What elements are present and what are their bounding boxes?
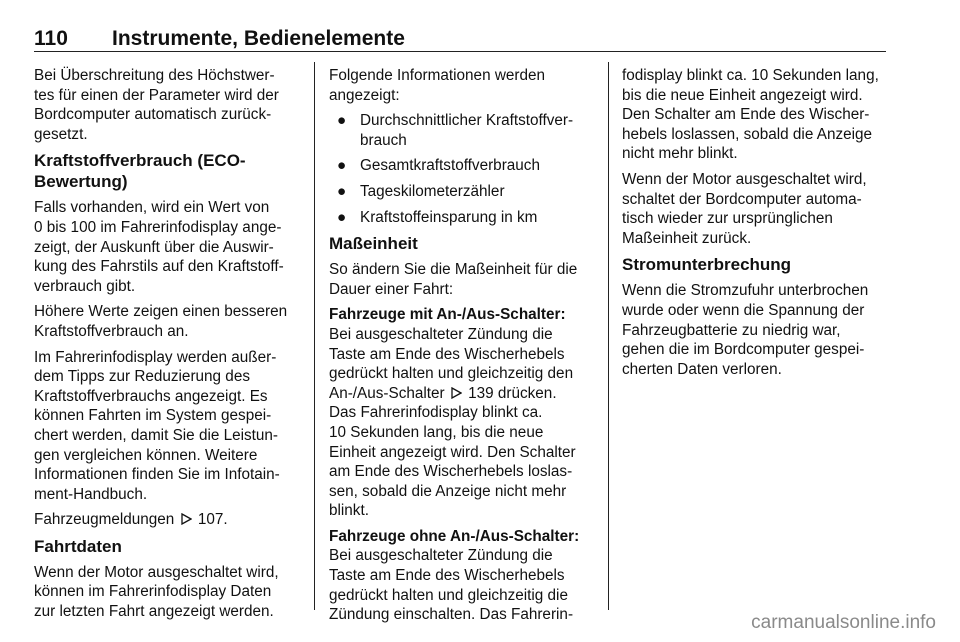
info-bullet-list (329, 111, 591, 227)
vehicle-messages-page-ref: 107. (197, 511, 228, 529)
with-switch-page-ref: 139 drücken. (468, 384, 557, 402)
list-item-text: Kraftstoffeinsparung in km (360, 208, 538, 226)
vehicle-messages-text: Fahrzeugmeldungen (34, 511, 175, 529)
paragraph-reset-note: Bei Überschreitung des Höchstwer- tes für einen der Parameter wird der Bordcomputer automatisch zurück- gesetzt. (34, 67, 279, 143)
list-item (329, 182, 591, 202)
paragraph-without-switch: Bei ausgeschalteter Zündung die Taste am Ende des Wischerhebels gedrückt halten und gleichzeitig die Zündung einschalten. Das Fahrerin- (329, 547, 574, 624)
column-1 (34, 66, 302, 628)
heading-eco-rating: Kraftstoffverbrauch (ECO- Bewertung) (34, 151, 246, 192)
watermark: carmanualsonline.info (751, 612, 936, 633)
column-2 (329, 66, 591, 631)
bullet-icon: ● (337, 112, 347, 130)
paragraph-engine-off: Wenn der Motor ausgeschaltet wird, schaltet der Bordcomputer automa- tisch wieder zur ursprünglichen Maßeinheit zurück. (622, 170, 867, 247)
paragraph-higher-values: Höhere Werte zeigen einen besseren Kraftstoffverbrauch an. (34, 303, 288, 340)
list-item-text: Tageskilometerzähler (360, 182, 505, 200)
bullet-icon: ● (337, 182, 347, 200)
heading-trip-data: Fahrtdaten (34, 536, 122, 556)
paragraph-display-blinks: fodisplay blinkt ca. 10 Sekunden lang, bis die neue Einheit angezeigt wird. Den Schalter am Ende des Wischer- hebels loslassen, sobald die Anzeige nicht mehr blinkt. (622, 67, 879, 163)
paragraph-change-unit: So ändern Sie die Maßeinheit für die Dauer einer Fahrt: (329, 261, 578, 298)
page-number: 110 (34, 27, 68, 50)
subheading-with-switch: Fahrzeuge mit An-/Aus-Schalter: (329, 306, 566, 324)
paragraph-trip-data: Wenn der Motor ausgeschaltet wird, können im Fahrerinfodisplay Daten zur letzten Fahrt angezeigt werden. (34, 563, 279, 621)
header-rule (34, 51, 886, 52)
with-switch-text-b: Das Fahrerinfodisplay blinkt ca. 10 Sekunden lang, bis die neue Einheit angezeigt wird. Den Schalter am Ende des Wischerhebels loslas- sen, sobald die Anzeige nicht mehr blinkt. (329, 404, 576, 520)
list-item (329, 156, 591, 176)
reference-arrow-icon (181, 513, 192, 525)
list-item-text: Gesamtkraftstoffverbrauch (360, 157, 540, 175)
bullet-icon: ● (337, 157, 347, 175)
page-title: Instrumente, Bedienelemente (112, 27, 405, 50)
list-item (329, 208, 591, 228)
with-switch-text-a: Bei ausgeschalteter Zündung die Taste am Ende des Wischerhebels gedrückt halten und gleichzeitig den An-/Aus-Schalter (329, 325, 574, 402)
heading-power-interruption: Stromunterbrechung (622, 255, 792, 275)
paragraph-eco-value: Falls vorhanden, wird ein Wert von 0 bis 100 im Fahrerinfodisplay ange- zeigt, der Auskunft über die Auswir- kung des Fahrstils auf den Kraftstoff- verbrauch gibt. (34, 199, 284, 295)
paragraph-tips: Im Fahrerinfodisplay werden außer- dem Tipps zur Reduzierung des Kraftstoffverbrauchs angezeigt. Es können Fahrten im System gespei- chert werden, damit Sie die Leistun- gen vergleichen können. Weitere Informationen finden Sie im Infotain- ment-Handbuch. (34, 348, 280, 503)
column-divider-2 (608, 62, 609, 610)
subheading-without-switch: Fahrzeuge ohne An-/Aus-Schalter: (329, 527, 580, 545)
paragraph-power-interruption: Wenn die Stromzufuhr unterbrochen wurde oder wenn die Spannung der Fahrzeugbatterie zu niedrig war, gehen die im Bordcomputer gespei- cherten Daten verloren. (622, 282, 869, 378)
bullet-icon: ● (337, 208, 347, 226)
list-item (329, 111, 591, 150)
heading-unit: Maßeinheit (329, 234, 418, 254)
paragraph-with-switch (329, 325, 591, 521)
column-divider-1 (314, 62, 315, 610)
paragraph-vehicle-messages (34, 510, 302, 530)
paragraph-info-shown: Folgende Informationen werden angezeigt: (329, 67, 545, 104)
reference-arrow-icon (451, 387, 462, 399)
page-header (34, 27, 886, 51)
column-3 (622, 66, 888, 385)
list-item-text: Durchschnittlicher Kraftstoffver- brauch (360, 112, 574, 149)
